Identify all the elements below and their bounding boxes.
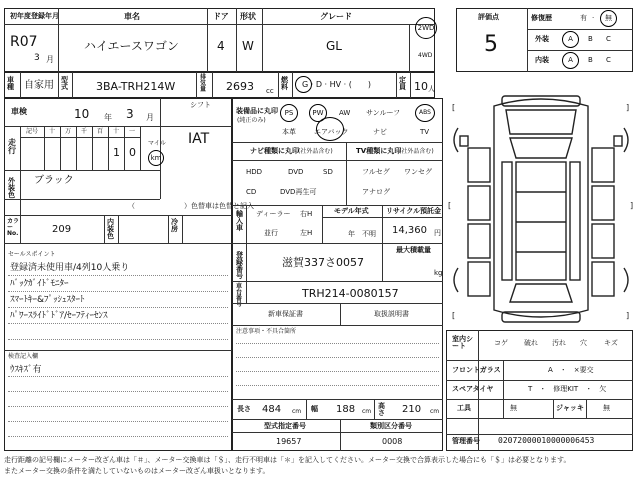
door-label: ドア — [213, 12, 229, 21]
reg-month: 3 — [34, 53, 40, 63]
sheet-hole: 穴 — [580, 339, 587, 347]
displacement-value: 2693 — [226, 80, 254, 93]
mileage-header-man: 万 — [65, 128, 72, 135]
mileage-header-sen: 千 — [81, 128, 88, 135]
sales-point-3: ｽﾏｰﾄｷｰ&ﾌﾟｯｼｭｽﾀｰﾄ — [10, 295, 85, 305]
inspection-label: 車検 — [11, 107, 27, 116]
footer-line-2: またメーター交換の条件を満たしていないものはメーター改ざん車扱いとなります。 — [4, 467, 270, 475]
import-label: 輸入車 — [236, 210, 243, 232]
width-unit: cm — [362, 408, 372, 415]
drive-2wd-circle — [415, 17, 437, 39]
svg-text:[: [ — [452, 311, 456, 320]
svg-text:]: ] — [626, 103, 630, 112]
shape-value: W — [242, 39, 254, 53]
spare-label: スペアタイヤ — [452, 385, 494, 393]
svg-text:[: [ — [452, 103, 456, 112]
capacity-unit: 人 — [428, 85, 435, 93]
equip-pw: PW — [312, 108, 324, 117]
interior-grade-a-circle — [562, 52, 579, 69]
reg-year-label: 初年度登録年月 — [10, 12, 59, 20]
model-label: 型式 — [61, 76, 68, 91]
svg-text:[: [ — [448, 201, 452, 210]
mileage-header-10man: 十 — [49, 128, 56, 135]
import-parallel: 並行 — [264, 229, 278, 237]
height-unit: cm — [430, 408, 440, 415]
grade-label: グレード — [320, 12, 352, 21]
color-no-value: 209 — [52, 224, 72, 235]
equip-tv: TV — [420, 128, 430, 136]
tools-value: 無 — [510, 404, 517, 412]
max-load-unit: kg — [434, 269, 443, 277]
sales-point-4: ﾊﾟﾜｰｽﾗｲﾄﾞﾄﾞｱ/ｾｰﾌﾃｨｰｾﾝｽ — [10, 311, 108, 321]
sheet-burn: コゲ — [494, 339, 508, 347]
width-value: 188 — [336, 404, 356, 415]
recycle-unit: 円 — [434, 229, 441, 237]
interior-grade-b: B — [588, 56, 593, 64]
sheet-stain: 汚れ — [552, 339, 566, 347]
tv-label: TV種類に丸印 — [356, 147, 402, 155]
car-name: ハイエースワゴン — [84, 39, 179, 53]
exterior-grade-label: 外装 — [535, 35, 549, 43]
inspection-year: 10 — [74, 107, 90, 121]
length-value: 484 — [262, 404, 282, 415]
sales-point-2: ﾊﾞｯｸｶﾞｲﾄﾞﾓﾆﾀｰ — [10, 279, 69, 289]
recycle-value: 14,360 — [392, 225, 427, 236]
class-number-label: 類別区分番号 — [370, 422, 412, 430]
shape-label: 形状 — [240, 12, 256, 21]
equip-leather: 本革 — [282, 128, 296, 136]
interior-color-label: 内装色 — [107, 218, 114, 240]
registration-label: 登録番号 — [236, 251, 243, 280]
windshield-label: フロントガラス — [452, 366, 501, 374]
mileage-header-sign: 記号 — [26, 128, 39, 135]
reg-era-year: R07 — [10, 34, 38, 50]
color-no-label: カラーNo. — [7, 218, 20, 237]
displacement-unit: cc — [266, 87, 274, 95]
drive-4wd: 4WD — [418, 52, 433, 59]
navi-label: ナビ種類に丸印 — [250, 147, 299, 155]
warranty-manual: 取扱説明書 — [374, 310, 409, 318]
spare-options: T ・ 修理KIT ・ 欠 — [528, 385, 607, 393]
width-label: 幅 — [311, 405, 318, 413]
management-label: 管理番号 — [452, 437, 480, 445]
shift-value: IAT — [188, 131, 210, 147]
shift-label: シフト — [190, 101, 211, 109]
repair-yes: 有 — [580, 14, 587, 22]
equip-navi: ナビ — [373, 128, 387, 136]
tv-oneseg: ワンセグ — [404, 168, 432, 176]
reg-month-unit: 月 — [46, 55, 54, 64]
exterior-grade-a-circle — [562, 31, 579, 48]
mileage-unit-mile: マイル — [148, 140, 166, 147]
class-number-value: 0008 — [382, 437, 403, 446]
car-diagram — [446, 88, 636, 332]
svg-text:]: ] — [626, 311, 630, 320]
inspection-year-unit: 年 — [104, 113, 112, 122]
inspector-note: ｳｽｷｽﾞ有 — [10, 365, 42, 375]
equip-ps-circle — [280, 104, 298, 122]
repair-no-circle — [600, 10, 617, 27]
import-right-h: 右H — [300, 210, 313, 218]
interior-grade-a: A — [568, 56, 573, 64]
interior-grade-c: C — [606, 56, 611, 64]
registration-value: 滋賀337さ0057 — [282, 256, 364, 269]
navi-dvd-play: DVD再生可 — [280, 188, 317, 196]
chassis-label: 車台番号 — [236, 283, 243, 308]
interior-sheet-label: 室内シート — [452, 335, 473, 350]
sales-points-label: セールスポイント — [8, 251, 56, 258]
interior-grade-label: 内装 — [535, 56, 549, 64]
type-number-label: 型式指定番号 — [264, 422, 306, 430]
windshield-options: A ・ ×要交 — [548, 366, 594, 374]
displacement-label: 排気量 — [200, 74, 207, 93]
sheet-tear: 破れ — [524, 339, 538, 347]
equipment-label-note: (純正のみ) — [237, 117, 266, 124]
mileage-label: 走行 — [8, 138, 16, 155]
import-dealer: ディーラー — [256, 210, 291, 218]
drive-2wd: 2WD — [417, 23, 435, 32]
length-unit: cm — [292, 408, 302, 415]
exterior-color-label: 外装色 — [8, 177, 15, 199]
model-year-label: モデル年式 — [334, 207, 369, 215]
mileage-unit-km: km — [150, 153, 162, 162]
vehicle-class-label: 車種 — [7, 76, 14, 91]
equip-abs-circle — [415, 104, 435, 122]
mileage-header-juu: 十 — [113, 128, 120, 135]
mileage-header-hyaku: 百 — [97, 128, 104, 135]
tools-label: 工具 — [457, 404, 471, 412]
inspection-month-unit: 月 — [146, 113, 154, 122]
equip-sunroof: サンルーフ — [366, 109, 401, 117]
inspection-month: 3 — [126, 107, 134, 121]
mileage-digit-ichi: 0 — [129, 146, 136, 159]
recycle-label: リサイクル預託金 — [386, 207, 442, 215]
equipment-label: 装備品に丸印 — [236, 107, 278, 115]
inspector-label: 検査記入欄 — [8, 353, 39, 360]
capacity-label: 定員 — [399, 76, 406, 91]
capacity-value: 10 — [414, 80, 428, 93]
model-value: 3BA-TRH214W — [96, 80, 176, 93]
grade-value: GL — [326, 39, 342, 53]
repair-label: 修復歴 — [531, 14, 552, 22]
equip-aw: AW — [339, 109, 351, 117]
equip-ps: PS — [284, 108, 294, 117]
exterior-grade-a: A — [568, 35, 573, 43]
length-label: 長さ — [237, 405, 251, 413]
height-value: 210 — [402, 404, 422, 415]
height-label: 高さ — [378, 402, 385, 417]
chassis-value: TRH214-0080157 — [302, 287, 399, 300]
tv-fullseg: フルセグ — [362, 168, 390, 176]
mileage-digit-juu: 1 — [113, 146, 120, 159]
navi-hdd: HDD — [246, 168, 263, 176]
type-number-value: 19657 — [276, 437, 302, 446]
navi-sd: SD — [323, 168, 333, 176]
door-value: 4 — [217, 39, 225, 53]
exterior-color-value: ブラック — [34, 175, 74, 186]
car-name-label: 車名 — [124, 12, 140, 21]
score-value: 5 — [484, 32, 498, 57]
exterior-grade-c: C — [606, 35, 611, 43]
navi-cd: CD — [246, 188, 257, 196]
equip-airbag: エアバック — [314, 128, 349, 136]
management-value: 02072000010000006453 — [498, 436, 595, 445]
equip-abs: ABS — [419, 109, 431, 116]
warranty-new-car: 新車保証書 — [268, 310, 303, 318]
exterior-grade-b: B — [588, 35, 593, 43]
fuel-label: 燃料 — [281, 76, 288, 91]
mileage-header-ichi: 一 — [129, 128, 136, 135]
max-load-label: 最大積載量 — [396, 246, 431, 254]
fuel-options: G · D · HV · ( ) — [302, 80, 371, 89]
tv-label-note: (社外品含む) — [399, 148, 434, 155]
repair-no: 無 — [605, 14, 612, 22]
cold-label: 冷房 — [171, 218, 178, 233]
svg-text:]: ] — [630, 201, 634, 210]
navi-label-note: (社外品含む) — [298, 148, 333, 155]
vehicle-class: 自家用 — [24, 80, 54, 91]
import-left-h: 左H — [300, 229, 313, 237]
notes-label: 注意事項・不具合箇所 — [236, 328, 297, 335]
sales-point-1: 登録済未使用車/4列10人乗り — [10, 263, 130, 273]
tv-analog: アナログ — [362, 188, 390, 196]
sheet-scratch: キズ — [604, 339, 618, 347]
jack-label: ジャッキ — [556, 404, 584, 412]
model-year-value: 年 不明 — [348, 230, 376, 238]
exterior-color-note: （ ）色替車は色替と記入 — [128, 202, 254, 210]
score-label: 評価点 — [478, 13, 499, 21]
footer-line-1: 走行距離の記号欄にメーター改ざん車は「＃」、メーター交換車は「＄」、走行不明車は「＊」を記入してください。メーター交換で合算表示した場合にも「＄」は必要となります。 — [4, 456, 571, 464]
jack-value: 無 — [603, 404, 610, 412]
mileage-km-circle — [148, 150, 164, 166]
navi-dvd: DVD — [288, 168, 304, 176]
